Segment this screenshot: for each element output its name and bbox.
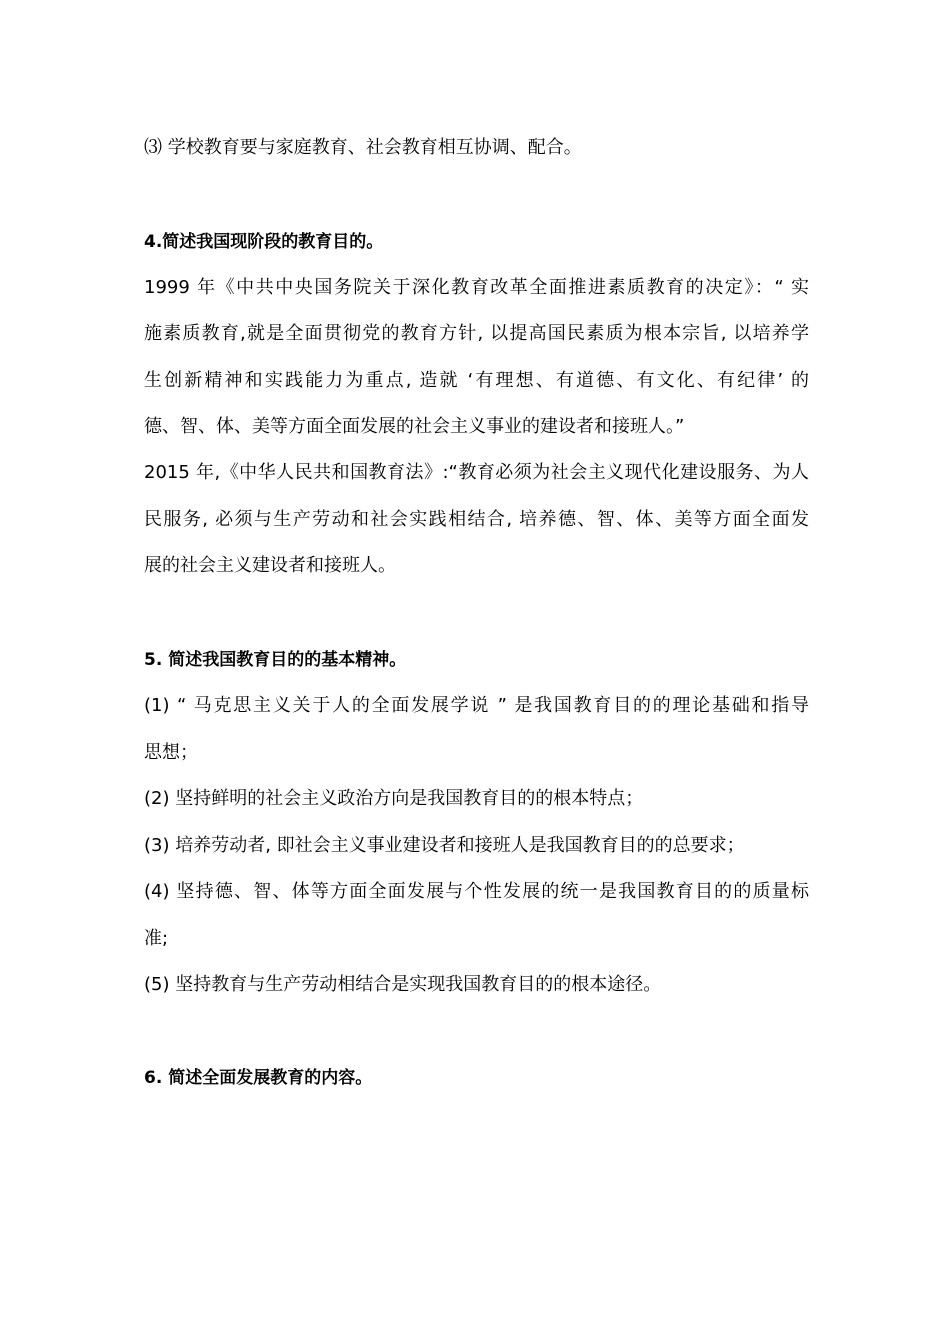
section-4-para1-line-1: 1999 年《中共中央国务院关于深化教育改革全面推进素质教育的决定》：“ 实 <box>144 277 809 298</box>
section-5-item-3: (3) 培养劳动者, 即社会主义事业建设者和接班人是我国教育目的的总要求； <box>144 835 745 856</box>
section-5-item-4-line-1: (4) 坚持德、智、体等方面全面发展与个性发展的统一是我国教育目的的质量标 <box>144 881 809 902</box>
section-4-para1-line-3: 生创新精神和实践能力为重点, 造就 ‘有理想、有道德、有文化、有纪律’ 的 <box>144 370 809 391</box>
section-4-para2-line-1: 2015 年,《中华人民共和国教育法》:“教育必须为社会主义现代化建设服务、为人 <box>144 462 809 483</box>
section-4-para2-line-2: 民服务, 必须与生产劳动和社会实践相结合, 培养德、智、体、美等方面全面发 <box>144 509 809 530</box>
section-5-heading: 5. 简述我国教育目的的基本精神。 <box>144 650 407 670</box>
section-5-item-1-line-2: 思想； <box>144 742 198 763</box>
section-4-heading: 4.简述我国现阶段的教育目的。 <box>144 232 384 252</box>
section-6-heading: 6. 简述全面发展教育的内容。 <box>144 1068 373 1088</box>
section-4-para1-line-2: 施素质教育,就是全面贯彻党的教育方针, 以提高国民素质为根本宗旨, 以培养学 <box>144 323 809 344</box>
section-5-item-1-line-1: (1) “ 马克思主义关于人的全面发展学说 ” 是我国教育目的的理论基础和指导 <box>144 695 809 716</box>
section-4-para2-line-3: 展的社会主义建设者和接班人。 <box>144 555 396 576</box>
section-5-item-4-line-2: 准; <box>144 928 169 949</box>
section-5-item-5: (5) 坚持教育与生产劳动相结合是实现我国教育目的的根本途径。 <box>144 974 662 995</box>
intro-item-3: ⑶ 学校教育要与家庭教育、社会教育相互协调、配合。 <box>144 137 582 158</box>
section-4-para1-line-4: 德、智、体、美等方面全面发展的社会主义事业的建设者和接班人。” <box>144 416 685 437</box>
section-5-item-2: (2) 坚持鲜明的社会主义政治方向是我国教育目的的根本特点； <box>144 788 644 809</box>
